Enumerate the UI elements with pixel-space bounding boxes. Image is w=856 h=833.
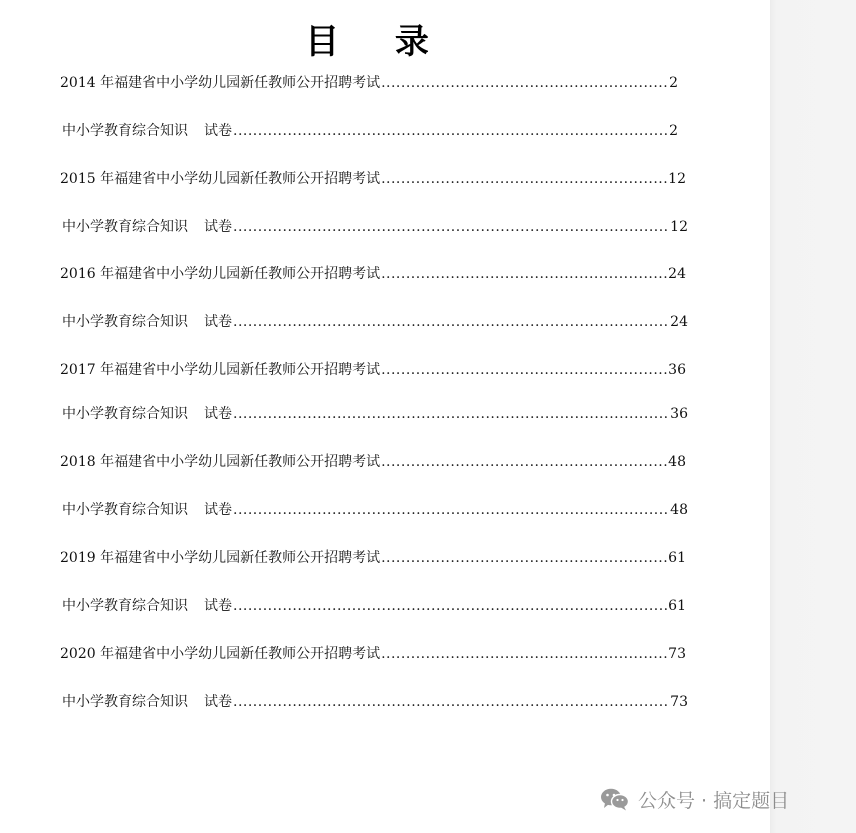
viewer-margin [770, 0, 856, 833]
toc-entry[interactable] [62, 691, 688, 713]
toc-entry[interactable] [62, 120, 678, 142]
toc-entry-title: 2014 年福建省中小学幼儿园新任教师公开招聘考试 [60, 75, 381, 91]
dot-leader [380, 168, 668, 190]
dot-leader [380, 72, 669, 94]
toc-entry-subtitle: 试卷 [204, 694, 232, 710]
toc-entry-title: 中小学教育综合知识 [62, 314, 188, 330]
toc-page-number: 2 [669, 123, 678, 139]
toc-entry[interactable] [60, 643, 686, 665]
toc-entry[interactable] [62, 595, 686, 617]
dot-leader [232, 311, 670, 333]
dot-leader [380, 263, 668, 285]
toc-entry-title: 2019 年福建省中小学幼儿园新任教师公开招聘考试 [60, 550, 381, 566]
toc-entry[interactable] [60, 72, 678, 94]
toc-entry[interactable] [60, 263, 686, 285]
toc-entry-title: 中小学教育综合知识 [62, 219, 188, 235]
toc-page-number: 36 [668, 362, 686, 378]
toc-page-number: 12 [668, 171, 686, 187]
toc-entry[interactable] [60, 547, 686, 569]
toc-entry[interactable] [60, 359, 686, 381]
page-title: 目 录 [305, 22, 451, 62]
wechat-icon [600, 787, 630, 811]
toc-page-number: 24 [668, 266, 686, 282]
toc-page-number: 2 [669, 75, 678, 91]
toc-entry[interactable] [60, 168, 686, 190]
toc-page-number: 61 [668, 550, 686, 566]
toc-entry-title: 中小学教育综合知识 [62, 123, 188, 139]
toc-entry[interactable] [60, 451, 686, 473]
toc-entry-title: 中小学教育综合知识 [62, 406, 188, 422]
dot-leader [232, 691, 670, 713]
toc-entry-title: 2017 年福建省中小学幼儿园新任教师公开招聘考试 [60, 362, 381, 378]
toc-page-number: 48 [670, 502, 688, 518]
toc-entry-title: 中小学教育综合知识 [62, 694, 188, 710]
dot-leader [232, 499, 670, 521]
toc-entry-subtitle: 试卷 [204, 314, 232, 330]
toc-entry-subtitle: 试卷 [204, 123, 232, 139]
toc-entry-subtitle: 试卷 [204, 598, 232, 614]
dot-leader [232, 595, 668, 617]
watermark-text: 公众号 · 搞定题目 [638, 789, 790, 812]
dot-leader [380, 451, 668, 473]
toc-page-number: 24 [670, 314, 688, 330]
toc-entry[interactable] [62, 403, 688, 425]
toc-entry-subtitle: 试卷 [204, 406, 232, 422]
toc-entry[interactable] [62, 499, 688, 521]
toc-entry-title: 中小学教育综合知识 [62, 598, 188, 614]
toc-page-number: 73 [670, 694, 688, 710]
toc-entry-title: 中小学教育综合知识 [62, 502, 188, 518]
dot-leader [232, 120, 669, 142]
toc-entry-subtitle: 试卷 [204, 219, 232, 235]
toc-entry-title: 2018 年福建省中小学幼儿园新任教师公开招聘考试 [60, 454, 381, 470]
toc-page-number: 12 [670, 219, 688, 235]
toc-page-number: 61 [668, 598, 686, 614]
toc-entry-title: 2020 年福建省中小学幼儿园新任教师公开招聘考试 [60, 646, 381, 662]
toc-page-number: 36 [670, 406, 688, 422]
dot-leader [380, 547, 668, 569]
toc-entry[interactable] [62, 216, 688, 238]
toc-entry-subtitle: 试卷 [204, 502, 232, 518]
toc-entry-title: 2015 年福建省中小学幼儿园新任教师公开招聘考试 [60, 171, 381, 187]
toc-page-number: 48 [668, 454, 686, 470]
dot-leader [380, 643, 668, 665]
toc-page-number: 73 [668, 646, 686, 662]
toc-entry-title: 2016 年福建省中小学幼儿园新任教师公开招聘考试 [60, 266, 381, 282]
dot-leader [232, 216, 670, 238]
dot-leader [232, 403, 670, 425]
watermark [600, 784, 789, 814]
dot-leader [380, 359, 668, 381]
toc-entry[interactable] [62, 311, 688, 333]
